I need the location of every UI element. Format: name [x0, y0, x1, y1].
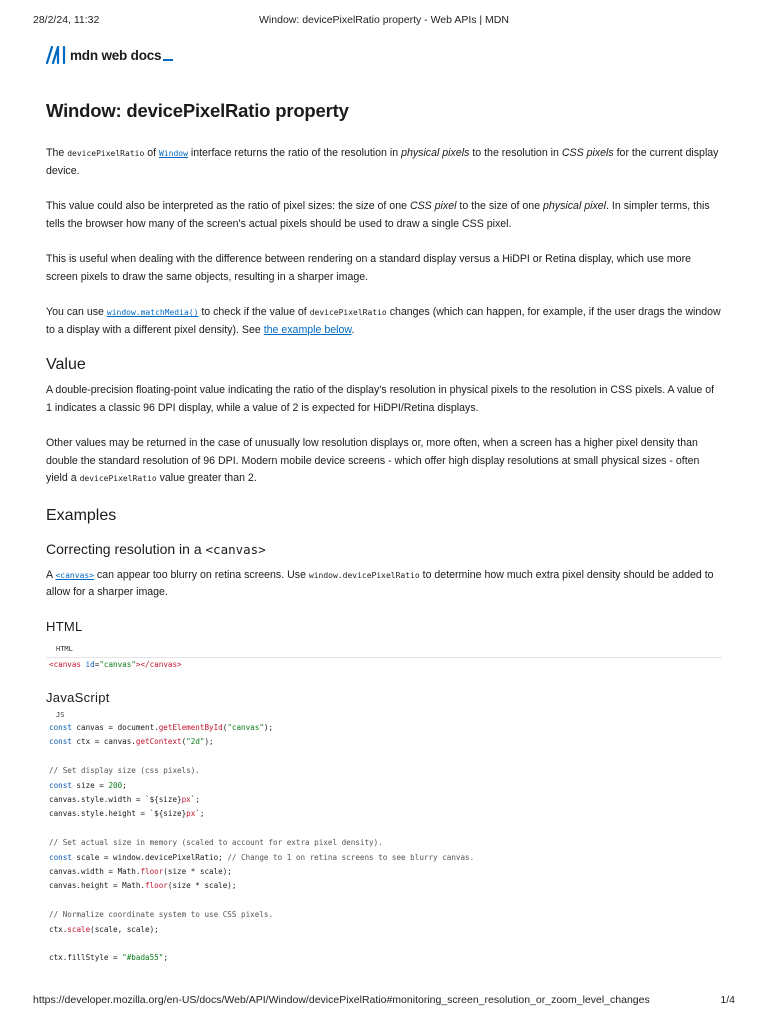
article	[46, 96, 722, 966]
print-url: https://developer.mozilla.org/en-US/docs/Web/API/Window/devicePixelRatio#monitoring_screen_resolution_or_zoom_level_changes	[33, 994, 650, 1006]
intro-paragraph-3: This is useful when dealing with the difference between rendering on a standard display versus a HiDPI or Retina display, which use more screen pixels to draw the same objects, resulting in a sharper image.	[46, 253, 691, 283]
value-paragraph-1: A double-precision floating-point value indicating the ratio of the display's resolution in physical pixels to the resolution in CSS pixels. A value of 1 indicates a classic 96 DPI display, while a value of 2 is expected for HiDPI/Retina displays.	[46, 384, 715, 414]
js-code: const canvas = document.getElementById("canvas"); const ctx = canvas.getContext("2d"); // Set display size (css pixels). const size = 200; canvas.style.width = `${size}px`; canvas.style.height = `${size}px`; // Set actual size in memory (scaled to account for extra pixel density). const scale = window.devicePixelRatio; // Change to 1 on retina screens to see blurry canvas. canvas.width = Math.floor(size * scale); canvas.height = Math.floor(size * scale); // Normalize coordinate system to use CSS pixels. ctx.scale(scale, scale); ctx.fillStyle = "#bada55";	[49, 722, 475, 963]
examples-subheading: Correcting resolution in a <canvas>	[46, 540, 266, 557]
print-title: Window: devicePixelRatio property - Web APIs | MDN	[259, 14, 509, 26]
canvas-link[interactable]: <canvas>	[55, 570, 94, 580]
javascript-heading: JavaScript	[46, 689, 110, 705]
print-header	[33, 14, 735, 28]
logo-text: mdn web docs	[70, 47, 162, 63]
mdn-logo[interactable]	[46, 44, 173, 66]
matchmedia-link[interactable]: window.matchMedia()	[106, 308, 199, 317]
html-code-label: HTML	[56, 644, 73, 653]
page-title: Window: devicePixelRatio property	[46, 100, 349, 121]
print-page-number: 1/4	[720, 994, 735, 1006]
examples-heading: Examples	[46, 506, 117, 524]
intro-paragraph-2: This value could also be interpreted as the ratio of pixel sizes: the size of one CSS pixel to the size of one physical pixel. In simpler terms, this tells the browser how many of the screen's actual pixels should be used to draw a single CSS pixel.	[46, 200, 710, 230]
intro-paragraph-4: You can use window.matchMedia() to check if the value of devicePixelRatio changes (which can happen, for example, if the user drags the window to a display with a different pixel density). See the example below.	[46, 306, 721, 336]
js-code-block	[46, 711, 722, 966]
print-date: 28/2/24, 11:32	[33, 14, 100, 26]
logo-cursor	[163, 59, 173, 61]
intro-paragraph-1: The devicePixelRatio of Window interface returns the ratio of the resolution in physical pixels to the resolution in CSS pixels for the current display device.	[46, 147, 719, 177]
print-footer	[33, 994, 735, 1008]
html-code-block	[46, 645, 722, 672]
examples-paragraph: A <canvas> can appear too blurry on retina screens. Use window.devicePixelRatio to determine how much extra pixel density should be added to allow for a sharper image.	[46, 568, 714, 598]
window-link[interactable]: Window	[159, 149, 188, 158]
html-heading: HTML	[46, 618, 83, 634]
mdn-m-icon	[46, 46, 66, 64]
html-code: <canvas id="canvas"></canvas>	[49, 659, 182, 669]
value-paragraph-2: Other values may be returned in the case of unusually low resolution displays or, more often, when a screen has a higher pixel density than double the standard resolution of 96 DPI. Modern mobile device screens - which offer high display resolutions at small physical sizes - often yield a devicePixelRatio value greater than 2.	[46, 437, 700, 484]
example-below-link[interactable]: the example below	[263, 323, 352, 336]
value-heading: Value	[46, 356, 86, 373]
code-devicepixelratio: devicePixelRatio	[67, 149, 145, 158]
js-code-label: JS	[56, 710, 65, 719]
